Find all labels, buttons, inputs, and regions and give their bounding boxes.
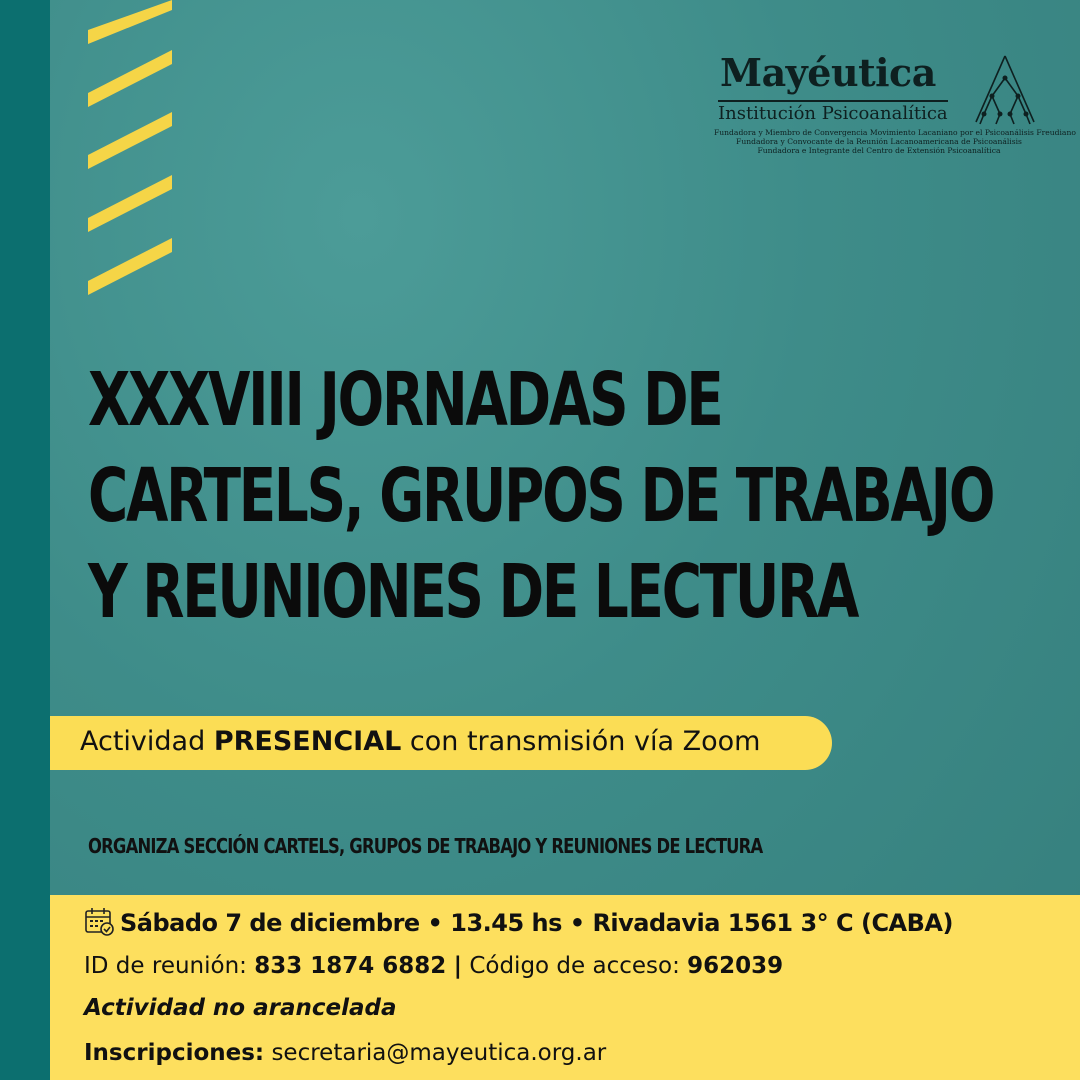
modality-prefix: Actividad [80, 726, 206, 757]
modality-text [80, 726, 760, 757]
date-time-location [84, 906, 953, 937]
title-line-2: CARTELS, GRUPOS DE TRABAJO [88, 453, 994, 539]
institution-logo [700, 48, 1076, 178]
logo-subtitle: Institución Psicoanalítica [718, 100, 948, 124]
decorative-stripes [88, 0, 178, 310]
separator: • [427, 909, 443, 937]
title-line-3: Y REUNIONES DE LECTURA [88, 549, 858, 635]
access-code: 962039 [687, 953, 784, 979]
signup-label: Inscripciones: [84, 1040, 265, 1066]
meeting-id: 833 1874 6882 [254, 953, 447, 979]
separator: • [569, 909, 585, 937]
signup-email: secretaria@mayeutica.org.ar [271, 1040, 607, 1066]
event-title [88, 352, 994, 640]
logo-note: Fundadora y Miembro de Convergencia Movimiento Lacaniano por el Psicoanálisis Freudiano [714, 128, 1076, 137]
separator-pipe: | [453, 953, 463, 979]
tree-triangle-icon [972, 52, 1038, 130]
logo-name: Mayéutica [720, 50, 936, 95]
title-line-1: XXXVIII JORNADAS DE [88, 357, 722, 443]
fee-note: Actividad no arancelada [84, 995, 397, 1021]
signup-line [84, 1040, 606, 1066]
calendar-icon [84, 906, 114, 936]
left-accent-bar [0, 0, 50, 1080]
modality-suffix: con transmisión vía Zoom [409, 726, 761, 757]
logo-note: Fundadora e Integrante del Centro de Extensión Psicoanalítica [757, 146, 1001, 155]
event-address: Rivadavia 1561 3° C (CABA) [592, 909, 953, 937]
access-code-label: Código de acceso: [469, 953, 680, 979]
organizer-line: ORGANIZA SECCIÓN CARTELS, GRUPOS DE TRABAJO Y REUNIONES DE LECTURA [88, 834, 763, 858]
modality-emphasis: PRESENCIAL [213, 726, 402, 757]
meeting-id-label: ID de reunión: [84, 953, 247, 979]
zoom-credentials [84, 953, 783, 979]
event-date: Sábado 7 de diciembre [120, 909, 420, 937]
event-time: 13.45 hs [450, 909, 562, 937]
logo-notes [714, 128, 1076, 155]
logo-note: Fundadora y Convocante de la Reunión Lacanoamericana de Psicoanálisis [736, 137, 1022, 146]
